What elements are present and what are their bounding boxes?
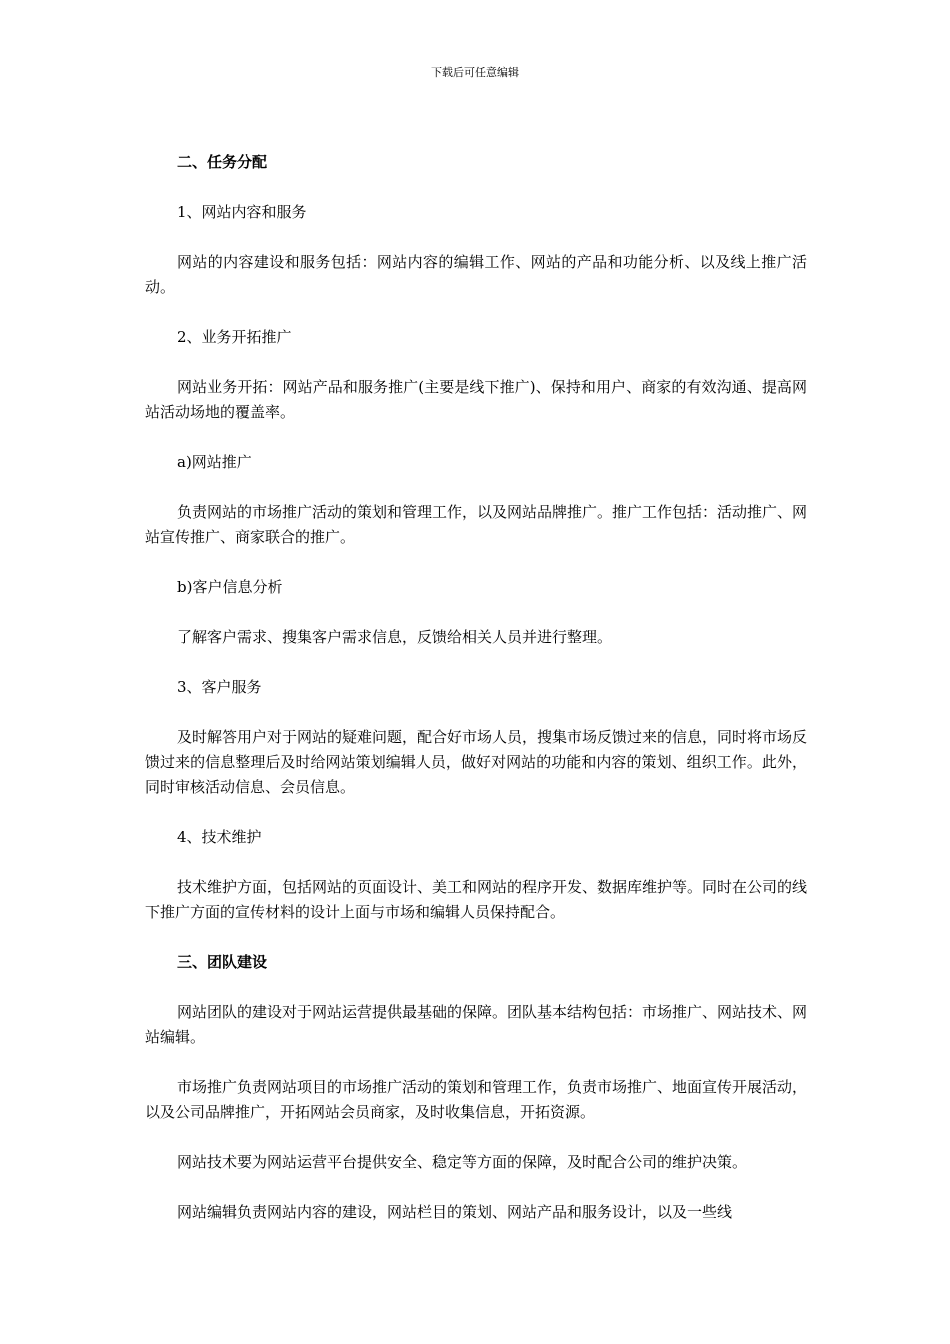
paragraph-editor-role: 网站编辑负责网站内容的建设，网站栏目的策划、网站产品和服务设计，以及一些线	[177, 1203, 733, 1221]
paragraph-tech-maintenance: 技术维护方面，包括网站的页面设计、美工和网站的程序开发、数据库维护等。同时在公司的线下推广方面的宣传材料的设计上面与市场和编辑人员保持配合。	[145, 878, 808, 921]
paragraph-tech-role: 网站技术要为网站运营平台提供安全、稳定等方面的保障，及时配合公司的维护决策。	[177, 1153, 748, 1171]
paragraph-marketing-role: 市场推广负责网站项目的市场推广活动的策划和管理工作，负责市场推广、地面宣传开展活动，以及公司品牌推广，开拓网站会员商家，及时收集信息，开拓资源。	[145, 1078, 808, 1121]
subheading-content-service: 1、网站内容和服务	[177, 203, 307, 221]
paragraph-customer-info: 了解客户需求、搜集客户需求信息，反馈给相关人员并进行整理。	[177, 628, 613, 646]
paragraph-business-promotion: 网站业务开拓：网站产品和服务推广(主要是线下推广)、保持和用户、商家的有效沟通、提高网站活动场地的覆盖率。	[145, 378, 807, 421]
paragraph-website-promotion: 负责网站的市场推广活动的策划和管理工作，以及网站品牌推广。推广工作包括：活动推广、网站宣传推广、商家联合的推广。	[145, 503, 808, 546]
paragraph-team-structure: 网站团队的建设对于网站运营提供最基础的保障。团队基本结构包括：市场推广、网站技术、网站编辑。	[145, 1003, 808, 1046]
section-heading-team-building: 三、团队建设	[177, 953, 268, 971]
paragraph-customer-service: 及时解答用户对于网站的疑难问题，配合好市场人员，搜集市场反馈过来的信息，同时将市场反馈过来的信息整理后及时给网站策划编辑人员，做好对网站的功能和内容的策划、组织工作。此外，同时审核活动信息、会员信息。	[145, 728, 808, 796]
subheading-business-promotion: 2、业务开拓推广	[177, 328, 292, 346]
section-heading-task-allocation: 二、任务分配	[177, 153, 268, 171]
subheading-customer-info: b)客户信息分析	[177, 578, 283, 596]
subheading-website-promotion: a)网站推广	[177, 453, 252, 471]
subheading-tech-maintenance: 4、技术维护	[177, 828, 262, 846]
header-note: 下载后可任意编辑	[431, 66, 519, 79]
paragraph-content-service: 网站的内容建设和服务包括：网站内容的编辑工作、网站的产品和功能分析、以及线上推广活动。	[145, 253, 807, 296]
subheading-customer-service: 3、客户服务	[177, 678, 262, 696]
